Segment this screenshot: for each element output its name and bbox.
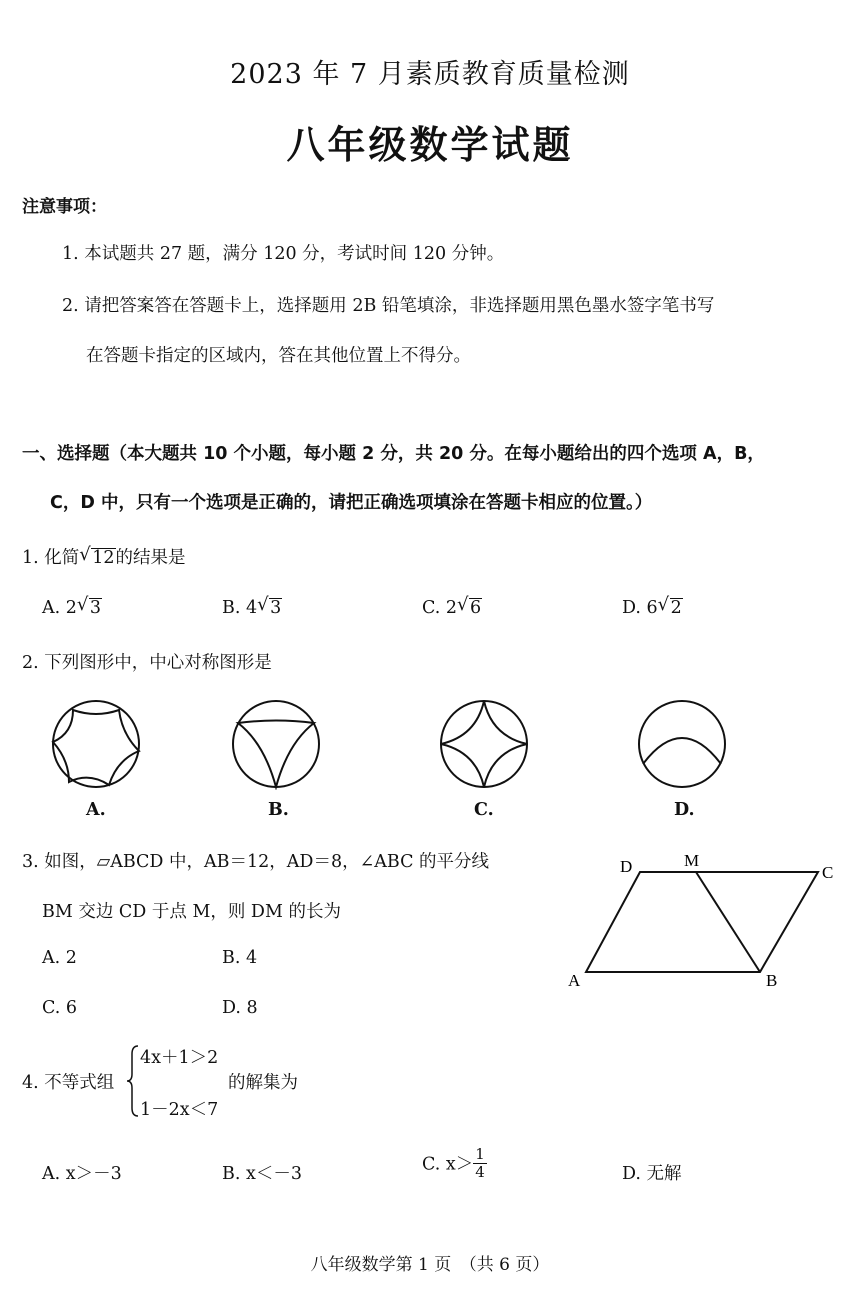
label-d: D [620, 857, 633, 876]
q3-option-c: C. 6 [42, 998, 78, 1018]
page-footer: 八年级数学第 1 页 （共 6 页） [310, 1255, 550, 1275]
q4-option-d: D. 无解 [622, 1164, 682, 1184]
q2-figure-c [438, 698, 530, 790]
q1-suffix: 的结果是 [115, 548, 186, 568]
q1-option-c: C. 2√ 6 [422, 598, 482, 618]
q4-option-a: A. x＞－3 [42, 1164, 122, 1184]
q2-figure-d [636, 698, 728, 790]
exam-subtitle: 2023 年 7 月素质教育质量检测 [230, 59, 630, 90]
notice-heading: 注意事项： [22, 197, 107, 217]
question-3-line1: 3. 如图，▱ABCD 中，AB＝12，AD＝8，∠ABC 的平分线 [22, 852, 490, 872]
exam-title: 八年级数学试题 [286, 122, 574, 167]
q1-radicand: √ 12 [91, 548, 115, 567]
label-m: M [684, 851, 700, 870]
section1-line2: C，D 中，只有一个选项是正确的，请把正确选项填涂在答题卡相应的位置。） [50, 493, 653, 513]
q4-inequality-1: 4x＋1＞2 [140, 1048, 219, 1068]
q1-option-a: A. 2√ 3 [42, 598, 102, 618]
q2-label-d: D. [674, 800, 695, 820]
q2-label-c: C. [474, 800, 494, 820]
q3-parallelogram-figure [560, 848, 850, 998]
notice-item-1: 1. 本试题共 27 题，满分 120 分，考试时间 120 分钟。 [62, 244, 505, 264]
q3-option-b: B. 4 [222, 948, 258, 968]
notice-item-2a: 2. 请把答案答在答题卡上，选择题用 2B 铅笔填涂，非选择题用黑色墨水签字笔书写 [62, 296, 715, 316]
q2-label-b: B. [268, 800, 289, 820]
q2-label-a: A. [86, 800, 106, 820]
q1-prefix: 1. 化简 [22, 548, 80, 568]
q4-suffix: 的解集为 [228, 1073, 298, 1093]
q1-option-d: D. 6√ 2 [622, 598, 683, 618]
q4-option-b: B. x＜－3 [222, 1164, 302, 1184]
q2-figure-a [50, 698, 142, 790]
question-2-stem: 2. 下列图形中，中心对称图形是 [22, 653, 272, 673]
q4-option-c-fraction: $\frac{1}{4}$ [475, 1145, 485, 1181]
label-c: C [822, 863, 834, 882]
q3-option-a: A. 2 [42, 948, 77, 968]
label-b: B [766, 971, 778, 990]
q2-figure-b [230, 698, 322, 790]
q3-option-d: D. 8 [222, 998, 258, 1018]
q1-option-b: B. 4√ 3 [222, 598, 282, 618]
q4-inequality-2: 1－2x＜7 [140, 1100, 219, 1120]
question-1-stem [22, 544, 186, 569]
q4-option-c: C. x＞ $\frac{1}{4}$ [422, 1145, 485, 1181]
label-a: A [568, 971, 581, 990]
section1-line1: 一、选择题（本大题共 10 个小题，每小题 2 分，共 20 分。在每小题给出的四个选项 A，B， [22, 444, 765, 464]
q4-brace [126, 1044, 140, 1118]
q4-prefix: 4. 不等式组 [22, 1073, 115, 1093]
question-3-line2: BM 交边 CD 于点 M，则 DM 的长为 [42, 902, 341, 922]
notice-item-2b: 在答题卡指定的区域内，答在其他位置上不得分。 [86, 346, 471, 366]
